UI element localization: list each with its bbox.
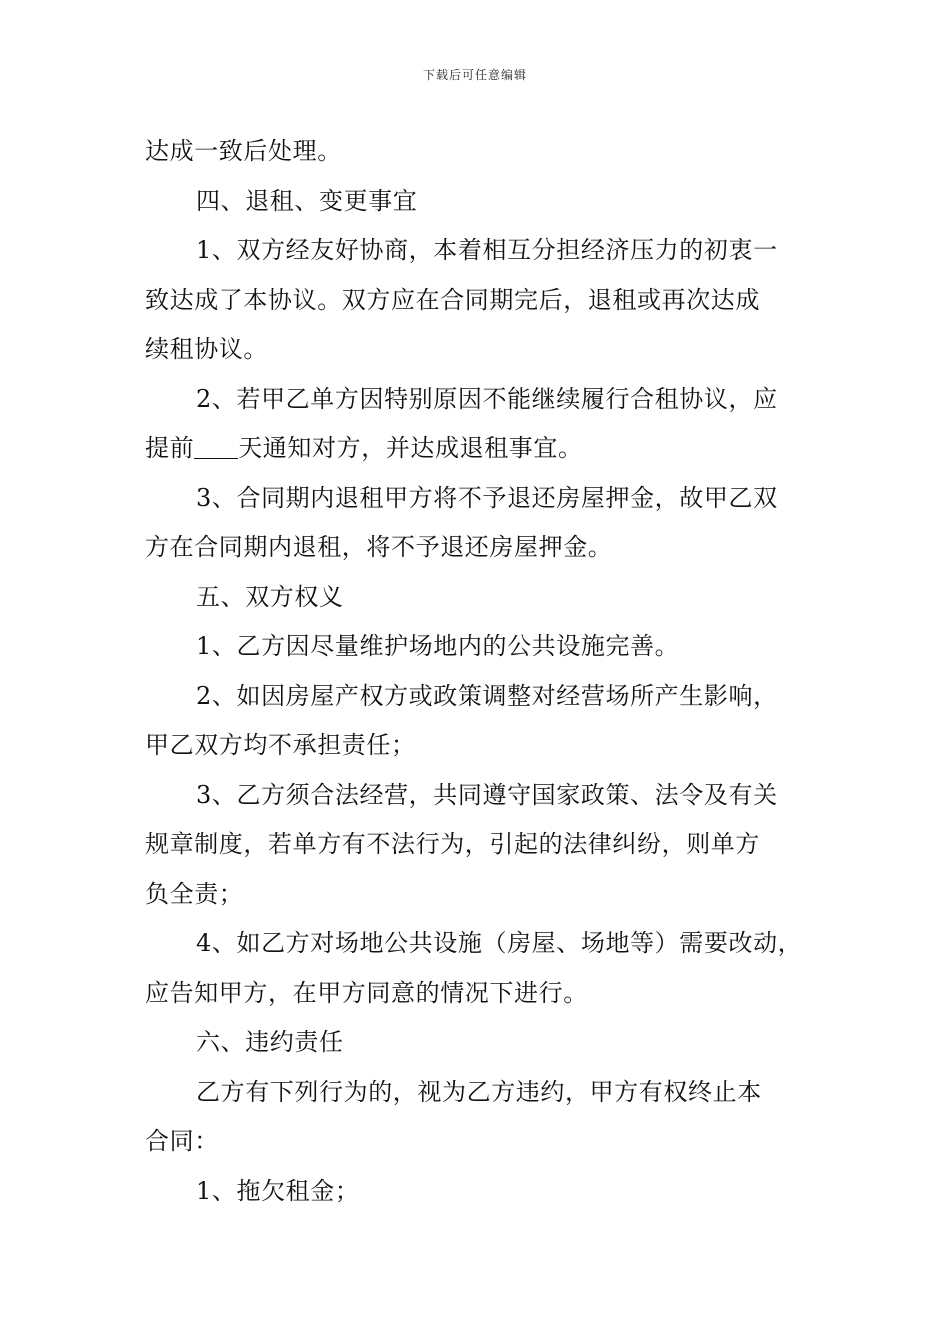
paragraph-line: 4、如乙方对场地公共设施（房屋、场地等）需要改动， [196, 929, 803, 957]
section-heading: 五、双方权义 [196, 582, 344, 611]
paragraph-line: 负全责； [145, 879, 244, 908]
paragraph-line-with-blank [145, 424, 810, 474]
paragraph-line: 3、合同期内退租甲方将不予退还房屋押金，故甲乙双 [196, 483, 778, 512]
section-heading: 六、违约责任 [196, 1028, 344, 1056]
paragraph-line: 方在合同期内退租，将不予退还房屋押金。 [145, 533, 613, 561]
blank-prefix-text: 提前 [145, 434, 195, 462]
paragraph-line: 2、若甲乙单方因特别原因不能继续履行合租协议，应 [196, 384, 778, 413]
paragraph-line: 乙方有下列行为的，视为乙方违约，甲方有权终止本 [196, 1077, 762, 1106]
paragraph-line: 甲乙双方均不承担责任； [145, 731, 416, 759]
section-heading: 四、退租、变更事宜 [196, 186, 418, 215]
paragraph-line: 3、乙方须合法经营，共同遵守国家政策、法令及有关 [196, 780, 778, 809]
document-body [145, 127, 810, 1216]
paragraph-line: 1、拖欠租金； [196, 1176, 360, 1205]
fill-in-blank [194, 434, 238, 459]
paragraph-line: 1、乙方因尽量维护场地内的公共设施完善。 [196, 632, 680, 660]
paragraph-line: 续租协议。 [145, 335, 268, 363]
paragraph-line: 致达成了本协议。双方应在合同期完后，退租或再次达成 [145, 285, 760, 314]
paragraph-line: 2、如因房屋产权方或政策调整对经营场所产生影响， [196, 681, 778, 710]
paragraph-line: 达成一致后处理。 [145, 137, 342, 165]
paragraph-line: 1、双方经友好协商，本着相互分担经济压力的初衷一 [196, 236, 778, 264]
paragraph-line: 规章制度，若单方有不法行为，引起的法律纠纷，则单方 [145, 830, 760, 858]
blank-suffix-text: 天通知对方，并达成退租事宜。 [238, 434, 583, 462]
paragraph-line: 应告知甲方，在甲方同意的情况下进行。 [145, 978, 588, 1007]
header-note: 下载后可任意编辑 [422, 68, 527, 82]
paragraph-line: 合同： [145, 1127, 219, 1155]
